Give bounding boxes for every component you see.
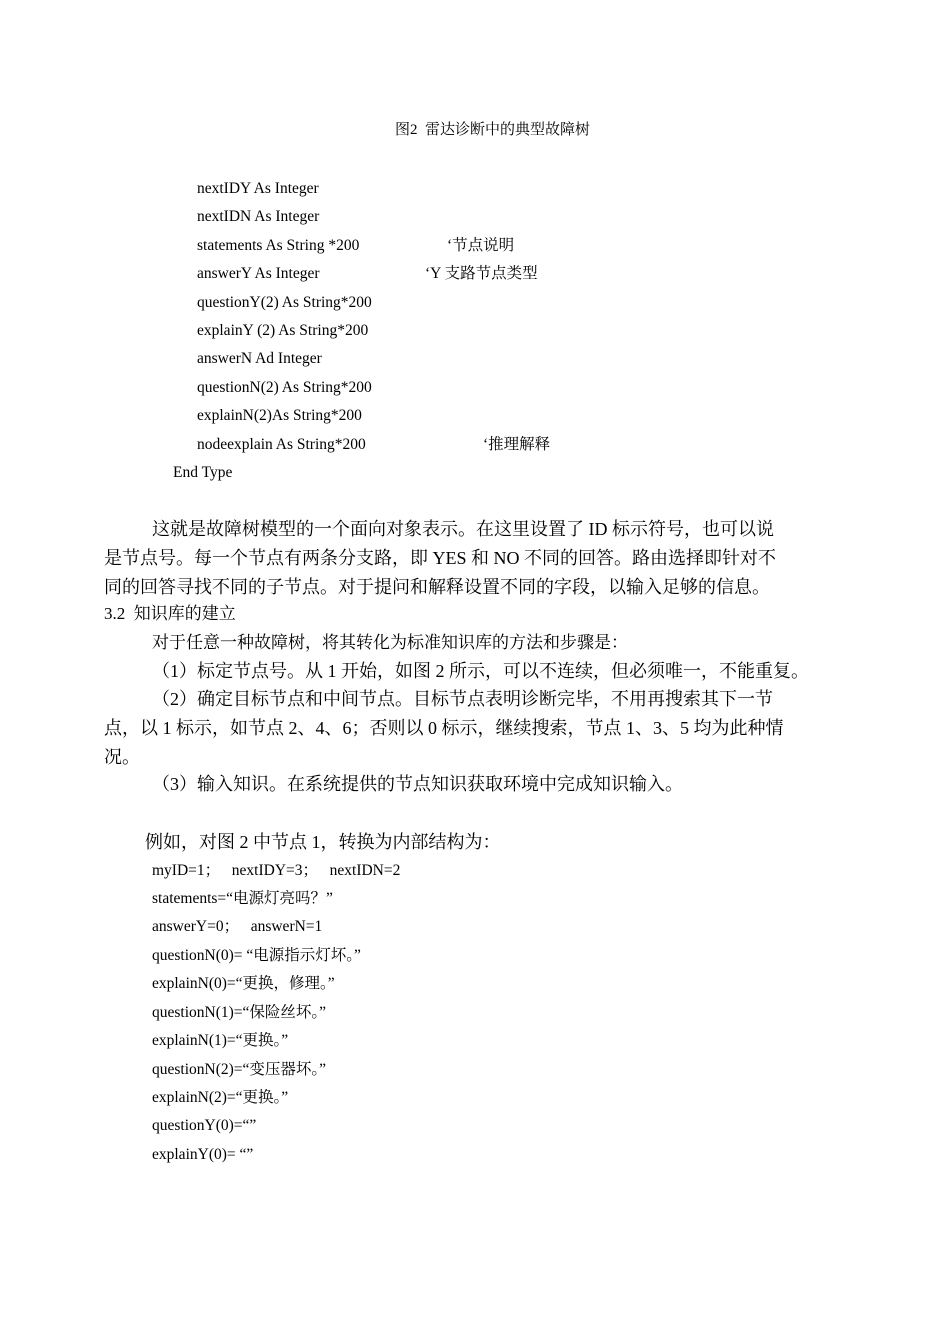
example-line: questionN(1)=“保险丝坏。”	[152, 1004, 327, 1021]
paragraph-line: 是节点号。每一个节点有两条分支路，即 YES 和 NO 不同的回答。路由选择即针对不	[104, 548, 776, 568]
step-1: （1）标定节点号。从 1 开始，如图 2 所示，可以不连续，但必须唯一，不能重复。	[152, 661, 809, 681]
example-line: questionN(2)=“变压器坏。”	[152, 1061, 327, 1078]
code-comment: ‘推理解释	[483, 436, 551, 453]
paragraph-line: 同的回答寻找不同的子节点。对于提问和解释设置不同的字段，以输入足够的信息。	[104, 577, 770, 597]
example-line: explainY(0)= “”	[152, 1146, 254, 1163]
code-line: questionY(2) As String*200	[197, 294, 372, 311]
example-line: explainN(1)=“更换。”	[152, 1032, 289, 1049]
example-line: statements=“电源灯亮吗？”	[152, 890, 333, 907]
example-line: explainN(2)=“更换。”	[152, 1089, 289, 1106]
code-line: explainY (2) As String*200	[197, 322, 369, 339]
section-heading: 3.2 知识库的建立	[104, 604, 236, 623]
code-line: nodeexplain As String*200	[197, 436, 366, 453]
section-intro: 对于任意一种故障树，将其转化为标准知识库的方法和步骤是：	[152, 633, 628, 652]
code-comment: ‘节点说明	[447, 237, 515, 254]
code-comment: ‘Y 支路节点类型	[425, 265, 538, 282]
code-end: End Type	[173, 464, 233, 481]
paragraph-line: 这就是故障树模型的一个面向对象表示。在这里设置了 ID 标示符号，也可以说	[152, 519, 774, 539]
code-line: answerY As Integer	[197, 265, 320, 282]
step-2-line: 点，以 1 标示，如节点 2、4、6；否则以 0 标示，继续搜索，节点 1、3、5 均为此种情	[104, 718, 784, 738]
code-line: nextIDN As Integer	[197, 208, 320, 225]
example-line: answerY=0； answerN=1	[152, 918, 323, 935]
step-2-line: （2）确定目标节点和中间节点。目标节点表明诊断完毕，不用再搜索其下一节	[152, 689, 773, 709]
code-line: questionN(2) As String*200	[197, 379, 372, 396]
code-line: statements As String *200	[197, 237, 360, 254]
figure-caption: 图2 雷达诊断中的典型故障树	[394, 122, 590, 138]
step-2-line: 况。	[104, 747, 140, 767]
code-line: nextIDY As Integer	[197, 180, 319, 197]
example-line: myID=1； nextIDY=3； nextIDN=2	[152, 862, 401, 879]
example-line: questionN(0)= “电源指示灯坏。”	[152, 947, 361, 964]
example-line: questionY(0)=“”	[152, 1117, 257, 1134]
step-3: （3）输入知识。在系统提供的节点知识获取环境中完成知识输入。	[152, 774, 683, 794]
code-line: explainN(2)As String*200	[197, 407, 362, 424]
example-line: explainN(0)=“更换，修理。”	[152, 975, 335, 992]
example-intro: 例如，对图 2 中节点 1，转换为内部结构为：	[145, 832, 501, 852]
code-line: answerN Ad Integer	[197, 350, 322, 367]
